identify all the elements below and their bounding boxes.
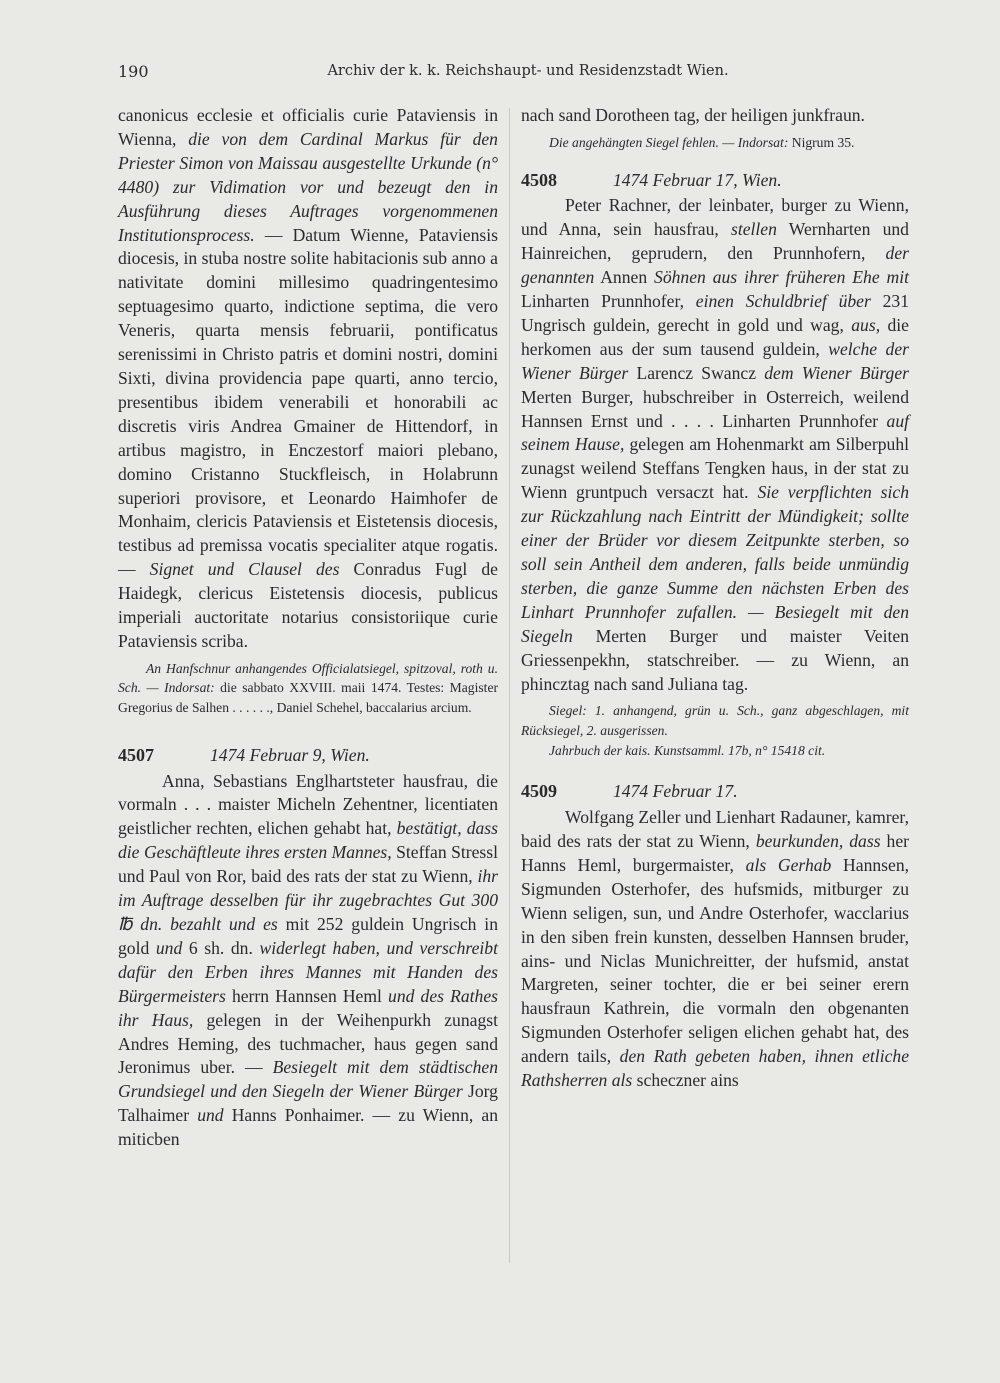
entry-4508-note-seals: Siegel: 1. anhangend, grün u. Sch., ganz abgeschlagen, mit Rücksiegel, 2. ausgerissen. — [521, 703, 909, 739]
entry-number: 4507 — [118, 744, 154, 765]
entry-4507-note: Die angehängten Siegel fehlen. — Indorsat: Nigrum 35. — [549, 134, 855, 150]
running-title: Archiv der k. k. Reichshaupt- und Residenzstadt Wien. — [327, 63, 729, 79]
entry-4508-body: Peter Rachner, der leinbater, burger zu Wienn, und Anna, sein hausfrau, stellen Wernharten und Hainreichen, geprudern, den Prunnhofern, der genannten Annen Söhnen aus ihrer früheren Ehe mit Linharten Prunnhofer, einen Schuldbrief über 231 Ungrisch guldein, gerecht in gold und wag, aus, die herkomen aus der sum tausend guldein, welche der Wiener Bürger Larencz Swancz dem Wiener Bürger Merten Burger, hubschreiber in Osterreich, weilend Hannsen Ernst und . . . . Linharten Prunnhofer auf seinem Hause, gelegen am Hohenmarkt am Silberpuhl zunagst weilend Steffans Tengken haus, in der stat zu Wienn gruntpuch versaczt hat. Sie verpflichten sich zur Rückzahlung nach Eintritt der Mündigkeit; sollte einer der Brüder vor diesem Zeitpunkte sterben, so soll sein Antheil dem anderen, falls beide unmündig sterben, die ganze Summe den nächsten Erben des Linhart Prunnhofer zufallen. — Besiegelt mit den Siegeln Merten Burger und maister Veiten Griessenpekhn, statschreiber. — zu Wienn, an phincztag nach sand Juliana tag. — [521, 195, 910, 694]
entry-4508-heading — [521, 169, 909, 193]
entry-4507-body: Anna, Sebastians Englhartsteter hausfrau, die vormaln . . . maister Micheln Zehentner, licentiaten geistlicher rechten, elichen gehabt hat, bestätigt, dass die Geschäftleute ihres ersten Mannes, Steffan Stressl und Paul von Ror, baid des rats der stat zu Wienn, ihr im Auftrage desselben für ihr zugebrachtes Gut 300 ℔ dn. bezahlt und es mit 252 guldein Ungrisch in gold und 6 sh. dn. widerlegt haben, und verschreibt dafür den Erben ihres Mannes mit Handen des Bürgermeisters herrn Hannsen Heml und des Rathes ihr Haus, gelegen in der Weihenpurkh zunagst Andres Heming, des tuchmacher, haus gegen sand Jeronimus uber. — Besiegelt mit dem städtischen Grundsiegel und den Siegeln der Wiener Bürger Jorg Talhaimer und Hanns Ponhaimer. — zu Wienn, an miticben — [118, 770, 498, 1150]
page-number: 190 — [118, 62, 149, 81]
left-column — [118, 104, 498, 1152]
entry-4507-heading — [118, 744, 498, 768]
entry-number: 4509 — [521, 781, 557, 802]
entry-4509-heading — [521, 780, 909, 804]
right-column — [521, 104, 909, 1093]
entry-4509-body: Wolfgang Zeller und Lienhart Radauner, kamrer, baid des rats der stat zu Wienn, beurkunden, dass her Hanns Heml, burgermaister, als Gerhab Hannsen, Sigmunden Osterhofer, des hufsmids, mitburger zu Wienn seligen, sun, und Andre Osterhofer, wacclarius in den siben frein kunsten, desselben Hannsen bruder, ains- und Niclas Munichreitter, der hufsmid, anstat Margreten, seiner tochter, die er bei seiner erern hausfraun Kathrein, die vormaln den obgenanten Sigmunden Osterhofer seligen elichen gehabt hat, des andern tails, den Rath gebeten haben, ihnen etliche Rathsherren als scheczner ains — [521, 807, 910, 1091]
entry-4506-body: canonicus ecclesie et officialis curie Pataviensis in Wienna, die von dem Cardinal Markus für den Priester Simon von Maissau ausgestellte Urkunde (n° 4480) zur Vidimation vor und bezeugt den in Ausführung dieses Auftrages vorgenommenen Institutionsprocess. — Datum Wienne, Pataviensis diocesis, in stuba nostre solite habitacionis sub anno a nativitate domini millesimo quadringentesimo septuagesimo quarto, indictione septima, die vero Veneris, quarta mensis februarii, pontificatus serenissimi in Christo patris et domini nostri, domini Sixti, divina providencia pape quarti, anno tercio, presentibus ibidem venerabili et honorabili ac discretis viris Andrea Gmainer de Hittendorf, in artibus magistro, in Enczestorf maiori plebano, domino Cristanno Stuckfleisch, in Holabrunn superiori provisore, et Leonardo Haimhofer de Monhaim, clericis Pataviensis et Eistetensis diocesis, testibus ad premissa vocatis specialiter atque rogatis. — Signet und Clausel des Conradus Fugl de Haidegk, clericus Eistetensis diocesis, publicus imperiali auctoritate notarius consistoriique curie Pataviensis scriba. — [118, 105, 498, 651]
entry-4508-note-literature: Jahrbuch der kais. Kunstsamml. 17b, n° 15418 cit. — [549, 742, 826, 758]
column-divider — [509, 108, 510, 1263]
entry-4506-note: An Hanfschnur anhangendes Officialatsiegel, spitzoval, roth u. Sch. — Indorsat: die sabbato XXVIII. maii 1474. Testes: Magister Gregorius de Salhen . . . . . ., Daniel Schehel, baccalarius arcium. — [118, 660, 498, 716]
entry-4507-continuation: nach sand Dorotheen tag, der heiligen junkfraun. — [521, 105, 865, 125]
page-header — [118, 62, 908, 86]
entry-date: 1474 Februar 17. — [613, 781, 738, 802]
entry-number: 4508 — [521, 169, 557, 190]
entry-date: 1474 Februar 17, Wien. — [613, 169, 782, 190]
entry-date: 1474 Februar 9, Wien. — [210, 744, 370, 765]
